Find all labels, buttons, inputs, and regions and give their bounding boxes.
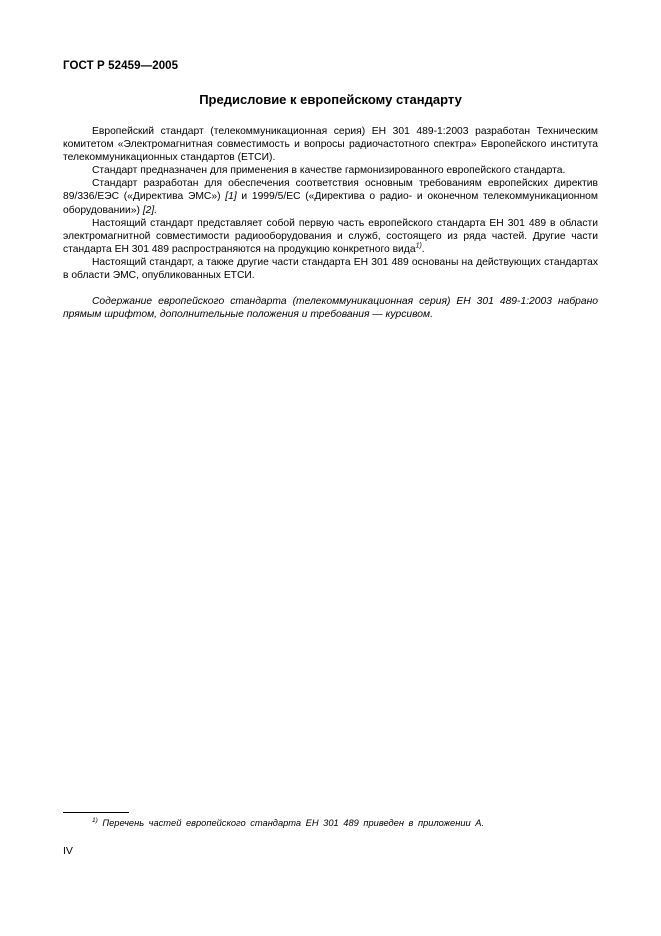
paragraph-5: Настоящий стандарт, а также другие части стандарта ЕН 301 489 основаны на действующих стандартах в области ЭМС, опубликованных ЕТСИ. bbox=[63, 256, 598, 282]
paragraph-4-text-a: Настоящий стандарт представляет собой первую часть европейского стандарта ЕН 301 489 в области электромагнитной совместимости радиооборудования и служб, состоящего из ряда частей. Другие части стандарта ЕН 301 489 распространяются на продукцию конкретного вида bbox=[63, 217, 598, 255]
paragraph-3-text-b: и 1999/5/ЕС («Директива о радио- и оконечном телекоммуникационном оборудовании») bbox=[63, 191, 598, 216]
page-number: IV bbox=[63, 845, 73, 857]
page-title: Предисловие к европейскому стандарту bbox=[199, 92, 462, 107]
reference-2: [2]. bbox=[142, 204, 158, 216]
paragraph-3 bbox=[63, 177, 598, 216]
footnote-marker-ref[interactable]: 1) bbox=[415, 242, 422, 250]
footnote-marker: 1) bbox=[92, 816, 98, 824]
reference-1: [1] bbox=[225, 191, 237, 203]
document-body bbox=[63, 125, 598, 321]
footnote-text: Перечень частей европейского стандарта ЕН 301 489 приведен в приложении А. bbox=[102, 818, 485, 828]
paragraph-6: Содержание европейского стандарта (телекоммуникационная серия) ЕН 301 489-1:2003 набрано прямым шрифтом, дополнительные положения и требования — курсивом. bbox=[63, 296, 598, 321]
paragraph-4-text-b: . bbox=[421, 243, 425, 255]
paragraph-1: Европейский стандарт (телекоммуникационная серия) ЕН 301 489-1:2003 разработан Техническим комитетом «Электромагнитная совместимость и вопросы радиочастотного спектра» Европейского института телекоммуникационных стандартов (ЕТСИ). bbox=[63, 126, 598, 164]
footnote bbox=[92, 818, 592, 828]
paragraph-2: Стандарт предназначен для применения в качестве гармонизированного европейского стандарта. bbox=[92, 165, 566, 177]
paragraph-4 bbox=[63, 217, 598, 256]
paragraph-3-text-a: Стандарт разработан для обеспечения соответствия основным требованиям европейских директив 89/336/ЕЭС («Директива ЭМС») bbox=[63, 178, 598, 203]
footnote-divider bbox=[63, 812, 129, 813]
document-code: ГОСТ Р 52459—2005 bbox=[63, 60, 179, 72]
